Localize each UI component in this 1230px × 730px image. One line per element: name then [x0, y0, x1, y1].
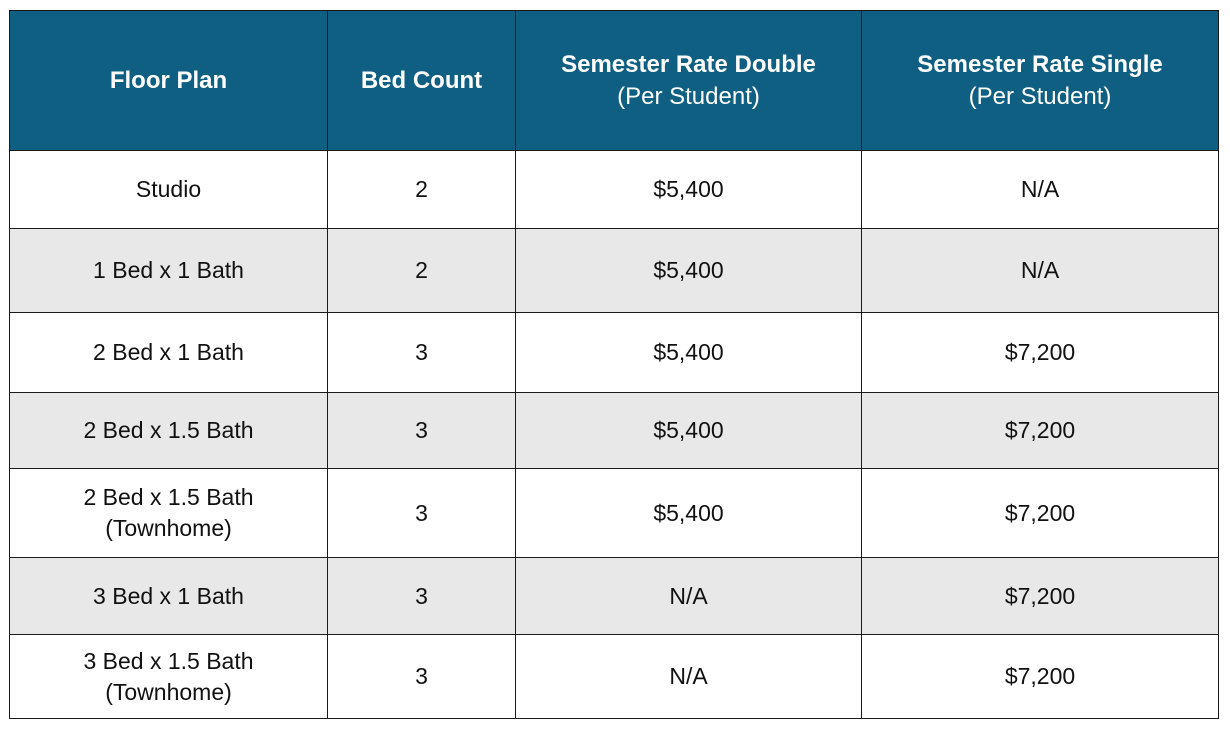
table-row — [10, 558, 1219, 635]
table-row — [10, 151, 1219, 229]
cell-rate-double: $5,400 — [516, 313, 862, 393]
cell-bed-count: 3 — [328, 635, 516, 719]
floor-plan-text: 3 Bed x 1.5 Bath — [83, 647, 254, 674]
cell-floor-plan — [10, 151, 328, 229]
floor-plan-text: 3 Bed x 1 Bath — [93, 582, 244, 609]
cell-rate-single: N/A — [862, 151, 1219, 229]
cell-rate-single: $7,200 — [862, 635, 1219, 719]
cell-bed-count: 3 — [328, 558, 516, 635]
header-row — [10, 11, 1219, 151]
header-rate-single-sub: (Per Student) — [968, 82, 1112, 110]
cell-rate-single: $7,200 — [862, 558, 1219, 635]
header-rate-single — [862, 11, 1219, 151]
cell-rate-single: N/A — [862, 229, 1219, 313]
floor-plan-subtext: (Townhome) — [105, 678, 232, 705]
header-floor-plan-title: Floor Plan — [109, 66, 228, 94]
cell-floor-plan — [10, 229, 328, 313]
header-floor-plan — [10, 11, 328, 151]
cell-rate-single: $7,200 — [862, 313, 1219, 393]
floor-plan-subtext: (Townhome) — [105, 515, 232, 541]
cell-bed-count: 2 — [328, 229, 516, 313]
cell-bed-count: 3 — [328, 469, 516, 558]
table-row — [10, 229, 1219, 313]
header-rate-single-title: Semester Rate Single — [917, 50, 1163, 78]
floor-plan-text: 2 Bed x 1.5 Bath — [83, 417, 254, 443]
cell-rate-double: N/A — [516, 558, 862, 635]
cell-floor-plan — [10, 558, 328, 635]
table-row — [10, 635, 1219, 719]
cell-floor-plan — [10, 635, 328, 719]
cell-rate-double: $5,400 — [516, 393, 862, 469]
header-bed-count — [328, 11, 516, 151]
cell-rate-double: $5,400 — [516, 229, 862, 313]
cell-floor-plan — [10, 469, 328, 558]
table-body — [10, 151, 1219, 719]
cell-rate-double: $5,400 — [516, 469, 862, 558]
table-row — [10, 469, 1219, 558]
cell-rate-single: $7,200 — [862, 393, 1219, 469]
cell-rate-double: N/A — [516, 635, 862, 719]
floor-plan-text: 2 Bed x 1.5 Bath — [83, 484, 254, 510]
cell-rate-double: $5,400 — [516, 151, 862, 229]
table-row — [10, 393, 1219, 469]
table-row — [10, 313, 1219, 393]
header-rate-double-sub: (Per Student) — [617, 82, 760, 110]
cell-rate-single: $7,200 — [862, 469, 1219, 558]
rates-table — [9, 10, 1219, 719]
header-rate-double-title: Semester Rate Double — [561, 50, 816, 78]
cell-bed-count: 3 — [328, 393, 516, 469]
header-bed-count-title: Bed Count — [360, 66, 483, 94]
header-rate-double — [516, 11, 862, 151]
table-header — [10, 11, 1219, 151]
cell-floor-plan — [10, 393, 328, 469]
cell-bed-count: 2 — [328, 151, 516, 229]
floor-plan-text: Studio — [135, 176, 202, 202]
floor-plan-text: 1 Bed x 1 Bath — [93, 257, 244, 283]
floor-plan-text: 2 Bed x 1 Bath — [93, 339, 244, 365]
cell-bed-count: 3 — [328, 313, 516, 393]
cell-floor-plan — [10, 313, 328, 393]
